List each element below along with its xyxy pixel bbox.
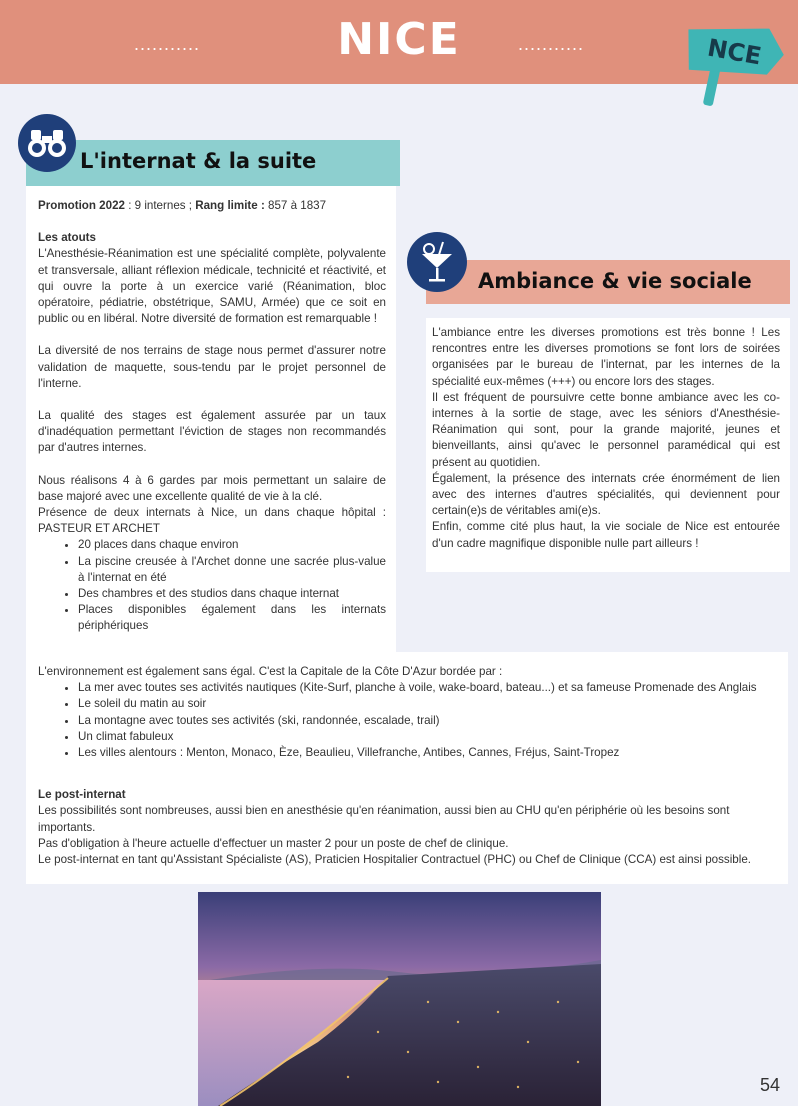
internat-paragraph-3: La qualité des stages est également assurée par un taux d'inadéquation permettant l'éviction de stages non recommandés par d'autres internes. (38, 409, 386, 455)
list-item: • 20 places dans chaque environ (78, 537, 386, 553)
internat-band (26, 140, 400, 186)
list-item: • Places disponibles également dans les internats périphériques (78, 602, 386, 634)
ambiance-band (426, 260, 790, 304)
promo-label: Promotion 2022 (38, 199, 125, 212)
list-item: • Un climat fabuleux (78, 729, 780, 745)
ambiance-paragraph-3: Également, la présence des internats crée énormément de lien avec des internes d'autres spécialités, qui deviennent pour certain(e)s de véritables ami(e)s. (432, 471, 780, 518)
post-internat-paragraph-3: Le post-internat en tant qu'Assistant Spécialiste (AS), Praticien Hospitalier Contractuel (PHC) ou Chef de Clinique (CCA) est ainsi possible. (38, 853, 751, 867)
internat-content (38, 198, 386, 635)
rang-label: Rang limite : (195, 199, 265, 212)
internat-paragraph-5: Présence de deux internats à Nice, un dans chaque hôpital : PASTEUR ET ARCHET (38, 506, 386, 536)
ambiance-paragraph-1: L'ambiance entre les diverses promotions est très bonne ! Les rencontres entre les diverses promotions se font lors de soirées organisées par le bureau de l'internat, par les internes de la spécialité eux-mêmes (+++) ou encore lors des stages. (432, 326, 780, 388)
internat-paragraph-2: La diversité de nos terrains de stage nous permet d'assurer notre validation de maquette, sous-tendu par le projet personnel de l'interne. (38, 344, 386, 390)
internat-heading: L'internat & la suite (80, 149, 317, 173)
post-internat-paragraph-1: Les possibilités sont nombreuses, aussi bien en anesthésie qu'en réanimation, aussi bien au CHU qu'en périphérie où les besoins sont importants. (38, 804, 730, 834)
promo-value: : 9 internes ; (124, 199, 196, 212)
page-number: 54 (759, 1075, 780, 1095)
ambiance-paragraph-4: Enfin, comme cité plus haut, la vie sociale de Nice est entourée d'un cadre magnifique disponible nulle part ailleurs ! (432, 520, 780, 550)
promo-line (38, 198, 386, 214)
page-title: NICE (337, 14, 461, 65)
post-internat-paragraph-2: Pas d'obligation à l'heure actuelle d'effectuer un master 2 pour un poste de chef de clinique. (38, 836, 509, 850)
internat-paragraph-1: L'Anesthésie-Réanimation est une spécialité complète, polyvalente et transversale, alliant réflexion médicale, technicité et réactivité, et qui ouvre la porte à un exercice varié (Réanimation, bloc opératoire, pédiatrie, obstétrique, SAMU, Armée) que ce soit en public ou en libéral. Notre diversité de formation est remarquable ! (38, 247, 386, 326)
internat-paragraph-4: Nous réalisons 4 à 6 gardes par mois permettant un salaire de base majoré avec une excellente qualité de vie à la clé. (38, 473, 386, 503)
header-dots-right: ........... (518, 34, 585, 54)
atouts-title: Les atouts (38, 231, 96, 245)
rang-value: 857 à 1837 (264, 199, 327, 212)
environnement-content (38, 664, 780, 868)
environnement-intro: L'environnement est également sans égal. C'est la Capitale de la Côte D'Azur bordée par : (38, 665, 503, 678)
list-item: • La piscine creusée à l'Archet donne une sacrée plus-value à l'internat en été (78, 554, 386, 586)
list-item: • Les villes alentours : Menton, Monaco, Èze, Beaulieu, Villefranche, Antibes, Cannes, Fréjus, Saint-Tropez (78, 745, 780, 761)
list-item: • Des chambres et des studios dans chaque internat (78, 586, 386, 602)
post-internat-title: Le post-internat (38, 788, 126, 802)
environnement-bullet-list (38, 680, 780, 761)
ambiance-paragraph-2: Il est fréquent de poursuivre cette bonne ambiance avec les co-internes à la sortie de stage, avec les séniors d'Anesthésie-Réanimation qui sont, pour la grande majorité, jeunes et bienveillants, ainsi qu'avec le personnel paramédical qui est présent au quotidien. (432, 390, 780, 469)
internat-bullet-list (38, 537, 386, 634)
binoculars-icon (18, 114, 76, 172)
nice-sunset-photo (198, 892, 601, 1106)
sign-text: NCE (705, 33, 764, 71)
cocktail-icon (407, 232, 467, 292)
header-dots-left: ........... (134, 34, 201, 54)
ambiance-heading: Ambiance & vie sociale (478, 269, 752, 293)
list-item: • La mer avec toutes ses activités nautiques (Kite-Surf, planche à voile, wake-board, bateau...) et sa fameuse Promenade des Anglais (78, 680, 780, 696)
page-header (0, 0, 798, 84)
ambiance-content (432, 325, 780, 552)
list-item: • Le soleil du matin au soir (78, 696, 780, 712)
signpost-icon (680, 14, 790, 110)
list-item: • La montagne avec toutes ses activités (ski, randonnée, escalade, trail) (78, 713, 780, 729)
